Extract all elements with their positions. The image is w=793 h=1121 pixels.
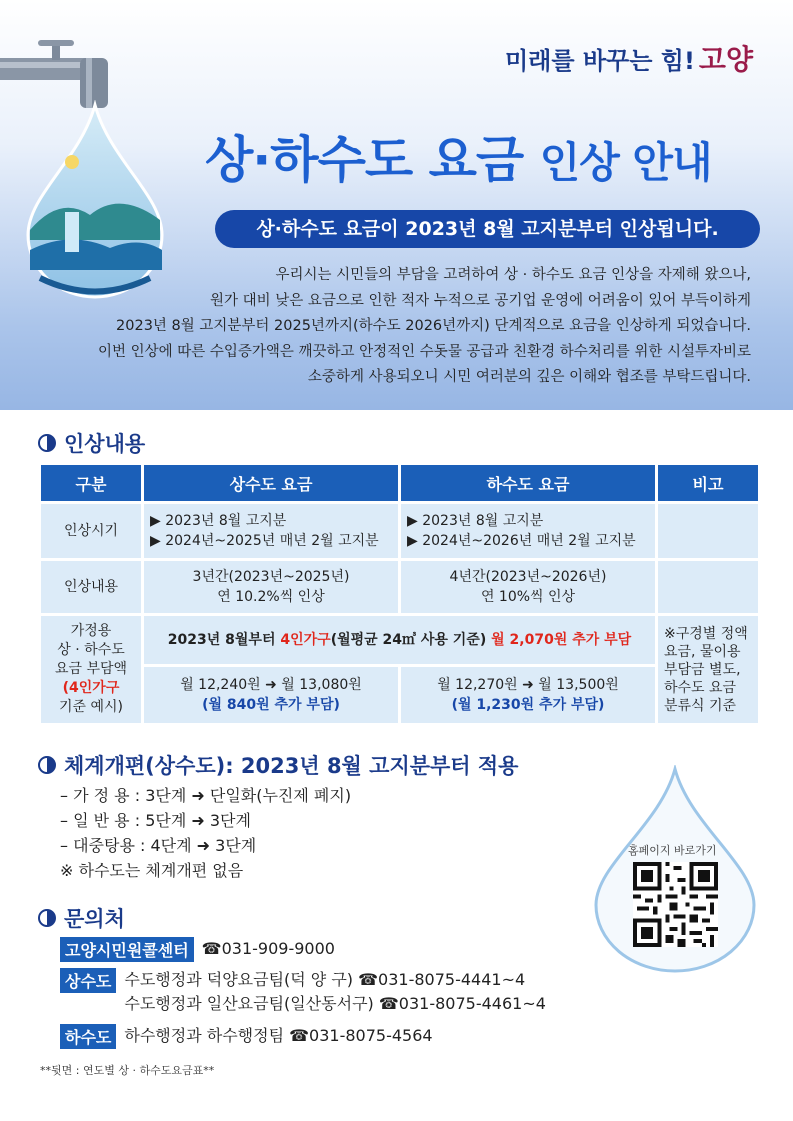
half-circle-icon (38, 434, 56, 452)
row-label-content: 인상내용 (41, 561, 141, 613)
sewer-contact-line[interactable]: 하수행정과 하수행정팀 ☎031-8075-4564 (124, 1026, 433, 1045)
sewer-burden-cell: 월 12,270원 ➜ 월 13,500원 (월 1,230원 추가 부담) (401, 667, 655, 723)
half-circle-icon (38, 909, 56, 927)
reform-note: ※ 하수도는 체계개편 없음 (60, 861, 244, 880)
table-header-sewer: 하수도 요금 (401, 465, 655, 501)
section-heading-reform: 체계개편(상수도): 2023년 8월 고지분부터 적용 (38, 750, 518, 780)
page-title: 상·하수도 요금 인상 안내 (205, 131, 712, 189)
reform-item: – 일 반 용 : 5단계 ➜ 3단계 (60, 811, 251, 830)
qr-code-icon[interactable] (633, 862, 718, 947)
contact-sewer (60, 1024, 433, 1049)
fee-table (38, 462, 761, 726)
row-label-timing: 인상시기 (41, 504, 141, 558)
water-tag: 상수도 (60, 968, 116, 993)
water-contact-line[interactable]: 수도행정과 덕양요금팀(덕 양 구) ☎031-8075-4441~4 (124, 970, 526, 989)
water-contact-line[interactable]: 수도행정과 일산요금팀(일산동서구) ☎031-8075-4461~4 (124, 994, 546, 1013)
table-header-note: 비고 (658, 465, 758, 501)
row-label-household: 가정용 상 · 하수도 요금 부담액 (4인가구 기준 예시) (41, 616, 141, 723)
half-circle-icon (38, 756, 56, 774)
household-burden-summary: 2023년 8월부터 4인가구(월평균 24㎥ 사용 기준) 월 2,070원 추가 부담 (144, 616, 655, 664)
reform-item: – 가 정 용 : 3단계 ➜ 단일화(누진제 폐지) (60, 786, 352, 805)
table-header-water: 상수도 요금 (144, 465, 398, 501)
sewer-content-cell: 4년간(2023년~2026년) 연 10%씩 인상 (401, 561, 655, 613)
water-burden-cell: 월 12,240원 ➜ 월 13,080원 (월 840원 추가 부담) (144, 667, 398, 723)
note-empty-cell (658, 561, 758, 613)
city-slogan: 미래를 바꾸는 힘! 고양 (504, 43, 753, 76)
sewer-timing-cell: ▶ 2023년 8월 고지분 ▶ 2024년~2026년 매년 2월 고지분 (401, 504, 655, 558)
qr-label: 홈페이지 바로가기 (628, 844, 717, 857)
fee-note: ※구경별 정액요금, 물이용부담금 별도, 하수도 요금 분류식 기준 (658, 616, 758, 723)
reform-item: – 대중탕용 : 4단계 ➜ 3단계 (60, 836, 257, 855)
back-page-note: **뒷면 : 연도별 상 · 하수도요금표** (40, 1064, 215, 1077)
table-header-category: 구분 (41, 465, 141, 501)
callcenter-phone[interactable]: ☎031-909-9000 (201, 939, 335, 958)
intro-paragraph: 우리시는 시민들의 부담을 고려하여 상 · 하수도 요금 인상을 자제해 왔으나, 원가 대비 낮은 요금으로 인한 적자 누적으로 공기업 운영에 어려움이 있어 부득이하게 2023년 8월 고지분부터 2025년까지(하수도 2026년까지) 단계적으로 요금을 인상하게 되었습니다. 이번 인상에 따른 수입증가액은 깨끗하고 안정적인 수돗물 공급과 친환경 하수처리를 위한 시설투자비로 소중하게 사용되오니 시민 여러분의 깊은 이해와 협조를 부탁드립니다. (98, 267, 751, 385)
contact-callcenter (60, 937, 335, 962)
contact-water (60, 968, 546, 1016)
water-timing-cell: ▶ 2023년 8월 고지분 ▶ 2024년~2025년 매년 2월 고지분 (144, 504, 398, 558)
sewer-tag: 하수도 (60, 1024, 116, 1049)
water-content-cell: 3년간(2023년~2025년) 연 10.2%씩 인상 (144, 561, 398, 613)
note-empty-cell (658, 504, 758, 558)
subtitle-banner: 상·하수도 요금이 2023년 8월 고지분부터 인상됩니다. (215, 210, 760, 248)
section-heading-contact: 문의처 (38, 903, 125, 933)
section-heading-increase: 인상내용 (38, 428, 145, 458)
callcenter-tag: 고양시민원콜센터 (60, 937, 194, 962)
reform-list (60, 783, 351, 883)
